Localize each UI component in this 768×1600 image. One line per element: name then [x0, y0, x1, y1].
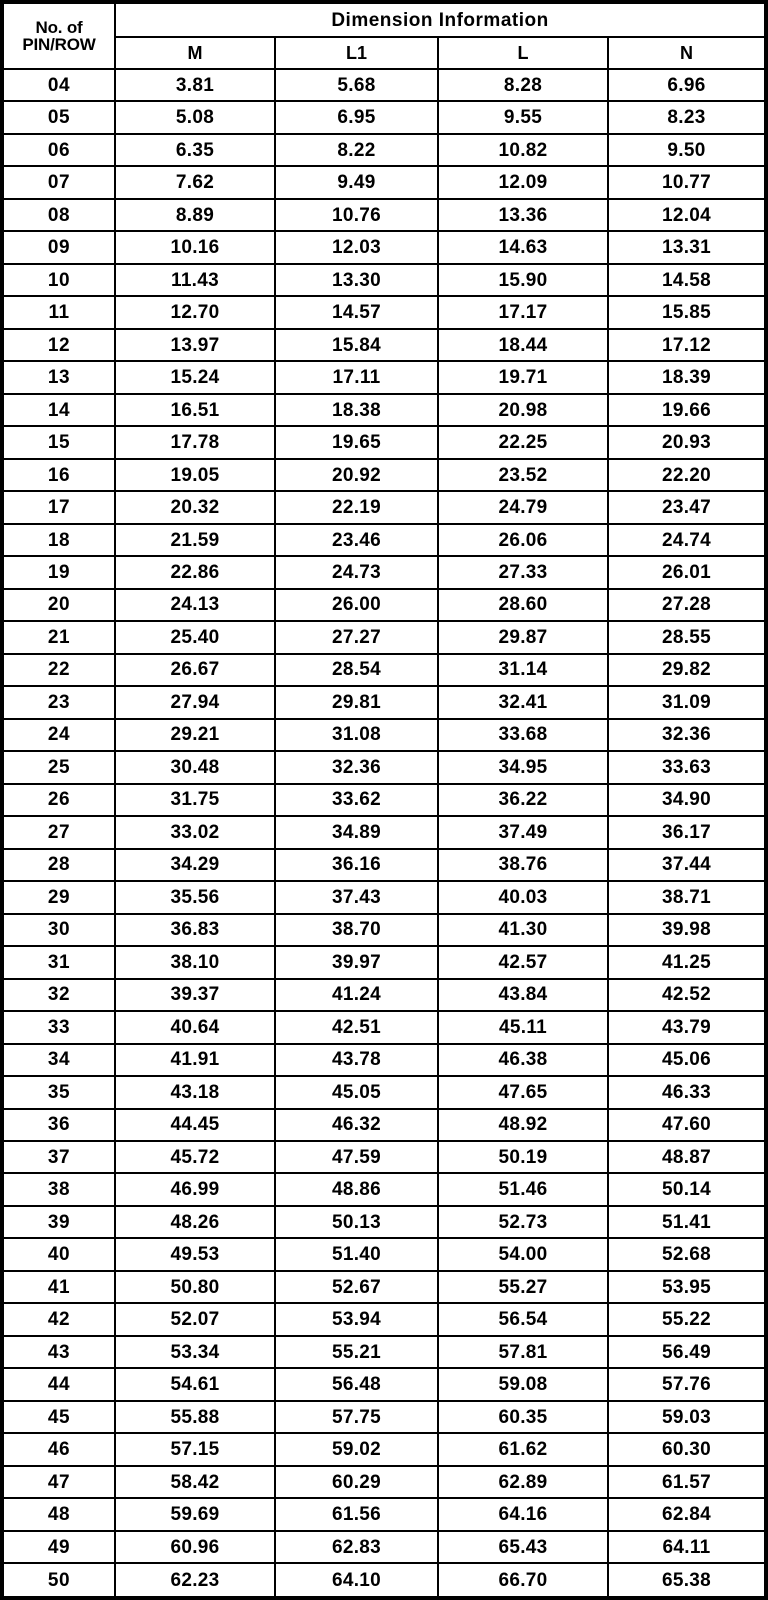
cell-n: 48.87	[608, 1141, 766, 1173]
cell-m: 21.59	[115, 524, 275, 556]
cell-m: 27.94	[115, 686, 275, 718]
cell-pin-per-row: 22	[2, 654, 115, 686]
cell-m: 15.24	[115, 361, 275, 393]
cell-l: 48.92	[438, 1109, 608, 1141]
cell-l1: 20.92	[275, 459, 438, 491]
cell-m: 50.80	[115, 1271, 275, 1303]
cell-n: 34.90	[608, 784, 766, 816]
cell-l: 45.11	[438, 1011, 608, 1043]
cell-pin-per-row: 04	[2, 69, 115, 101]
cell-pin-per-row: 34	[2, 1044, 115, 1076]
cell-l: 40.03	[438, 881, 608, 913]
cell-l: 37.49	[438, 816, 608, 848]
cell-n: 14.58	[608, 264, 766, 296]
cell-l1: 41.24	[275, 979, 438, 1011]
cell-m: 17.78	[115, 426, 275, 458]
cell-m: 40.64	[115, 1011, 275, 1043]
table-row	[2, 1336, 766, 1368]
cell-l1: 19.65	[275, 426, 438, 458]
cell-l1: 13.30	[275, 264, 438, 296]
table-row	[2, 1498, 766, 1530]
cell-l: 28.60	[438, 589, 608, 621]
cell-pin-per-row: 46	[2, 1433, 115, 1465]
table-row	[2, 751, 766, 783]
cell-m: 52.07	[115, 1303, 275, 1335]
table-row	[2, 621, 766, 653]
cell-pin-per-row: 45	[2, 1401, 115, 1433]
table-row	[2, 134, 766, 166]
cell-n: 9.50	[608, 134, 766, 166]
table-row	[2, 329, 766, 361]
cell-l1: 52.67	[275, 1271, 438, 1303]
cell-l: 15.90	[438, 264, 608, 296]
cell-n: 41.25	[608, 946, 766, 978]
table-row	[2, 914, 766, 946]
cell-l1: 57.75	[275, 1401, 438, 1433]
cell-n: 56.49	[608, 1336, 766, 1368]
cell-n: 50.14	[608, 1173, 766, 1205]
table-row	[2, 1076, 766, 1108]
cell-l: 27.33	[438, 556, 608, 588]
table-row	[2, 361, 766, 393]
table-row	[2, 101, 766, 133]
cell-pin-per-row: 47	[2, 1466, 115, 1498]
table-row	[2, 199, 766, 231]
cell-m: 10.16	[115, 231, 275, 263]
cell-n: 31.09	[608, 686, 766, 718]
table-row	[2, 686, 766, 718]
cell-m: 11.43	[115, 264, 275, 296]
cell-pin-per-row: 49	[2, 1531, 115, 1563]
cell-l1: 10.76	[275, 199, 438, 231]
cell-pin-per-row: 09	[2, 231, 115, 263]
table-row	[2, 1401, 766, 1433]
cell-pin-per-row: 13	[2, 361, 115, 393]
table-row	[2, 1044, 766, 1076]
cell-m: 59.69	[115, 1498, 275, 1530]
table-row	[2, 264, 766, 296]
cell-pin-per-row: 32	[2, 979, 115, 1011]
cell-l: 29.87	[438, 621, 608, 653]
cell-n: 29.82	[608, 654, 766, 686]
cell-n: 6.96	[608, 69, 766, 101]
cell-l1: 5.68	[275, 69, 438, 101]
cell-l: 60.35	[438, 1401, 608, 1433]
cell-pin-per-row: 41	[2, 1271, 115, 1303]
table-row	[2, 719, 766, 751]
table-row	[2, 1563, 766, 1598]
cell-m: 38.10	[115, 946, 275, 978]
cell-n: 15.85	[608, 296, 766, 328]
cell-l: 66.70	[438, 1563, 608, 1598]
cell-l: 20.98	[438, 394, 608, 426]
cell-pin-per-row: 10	[2, 264, 115, 296]
cell-n: 10.77	[608, 166, 766, 198]
cell-n: 43.79	[608, 1011, 766, 1043]
cell-m: 46.99	[115, 1173, 275, 1205]
cell-n: 38.71	[608, 881, 766, 913]
cell-pin-per-row: 29	[2, 881, 115, 913]
cell-l: 26.06	[438, 524, 608, 556]
cell-pin-per-row: 06	[2, 134, 115, 166]
cell-l: 13.36	[438, 199, 608, 231]
table-row	[2, 556, 766, 588]
cell-pin-per-row: 35	[2, 1076, 115, 1108]
cell-l1: 42.51	[275, 1011, 438, 1043]
cell-n: 60.30	[608, 1433, 766, 1465]
cell-n: 64.11	[608, 1531, 766, 1563]
cell-l: 57.81	[438, 1336, 608, 1368]
cell-l1: 29.81	[275, 686, 438, 718]
table-row	[2, 946, 766, 978]
table-body	[2, 69, 766, 1598]
cell-n: 8.23	[608, 101, 766, 133]
cell-pin-per-row: 24	[2, 719, 115, 751]
cell-pin-per-row: 28	[2, 849, 115, 881]
cell-l: 31.14	[438, 654, 608, 686]
cell-l1: 12.03	[275, 231, 438, 263]
cell-m: 31.75	[115, 784, 275, 816]
table-row	[2, 654, 766, 686]
cell-m: 35.56	[115, 881, 275, 913]
cell-m: 48.26	[115, 1206, 275, 1238]
cell-l1: 60.29	[275, 1466, 438, 1498]
table-row	[2, 881, 766, 913]
cell-l1: 39.97	[275, 946, 438, 978]
table-row	[2, 524, 766, 556]
cell-l: 19.71	[438, 361, 608, 393]
cell-l1: 38.70	[275, 914, 438, 946]
cell-l1: 31.08	[275, 719, 438, 751]
cell-l: 64.16	[438, 1498, 608, 1530]
cell-l: 61.62	[438, 1433, 608, 1465]
cell-m: 26.67	[115, 654, 275, 686]
table-row	[2, 394, 766, 426]
cell-m: 8.89	[115, 199, 275, 231]
cell-m: 24.13	[115, 589, 275, 621]
table-row	[2, 1173, 766, 1205]
table-row	[2, 1433, 766, 1465]
cell-l: 10.82	[438, 134, 608, 166]
cell-l: 59.08	[438, 1368, 608, 1400]
cell-n: 62.84	[608, 1498, 766, 1530]
table-row	[2, 816, 766, 848]
header-pin-per-row	[2, 2, 115, 69]
cell-l: 42.57	[438, 946, 608, 978]
cell-l: 62.89	[438, 1466, 608, 1498]
cell-n: 45.06	[608, 1044, 766, 1076]
table-row	[2, 459, 766, 491]
cell-l: 36.22	[438, 784, 608, 816]
cell-m: 49.53	[115, 1238, 275, 1270]
cell-l1: 61.56	[275, 1498, 438, 1530]
header-col-m: M	[115, 37, 275, 69]
cell-l: 38.76	[438, 849, 608, 881]
cell-l1: 22.19	[275, 491, 438, 523]
header-col-l1: L1	[275, 37, 438, 69]
cell-n: 51.41	[608, 1206, 766, 1238]
cell-l1: 43.78	[275, 1044, 438, 1076]
cell-pin-per-row: 11	[2, 296, 115, 328]
cell-pin-per-row: 08	[2, 199, 115, 231]
cell-l: 23.52	[438, 459, 608, 491]
cell-n: 57.76	[608, 1368, 766, 1400]
header-row-columns	[2, 37, 766, 69]
cell-l: 17.17	[438, 296, 608, 328]
cell-pin-per-row: 31	[2, 946, 115, 978]
cell-l1: 64.10	[275, 1563, 438, 1598]
cell-n: 17.12	[608, 329, 766, 361]
cell-l: 18.44	[438, 329, 608, 361]
cell-n: 20.93	[608, 426, 766, 458]
cell-n: 26.01	[608, 556, 766, 588]
table-row	[2, 589, 766, 621]
cell-n: 28.55	[608, 621, 766, 653]
cell-n: 55.22	[608, 1303, 766, 1335]
cell-n: 59.03	[608, 1401, 766, 1433]
cell-l1: 18.38	[275, 394, 438, 426]
cell-l1: 59.02	[275, 1433, 438, 1465]
cell-pin-per-row: 37	[2, 1141, 115, 1173]
cell-m: 22.86	[115, 556, 275, 588]
cell-n: 39.98	[608, 914, 766, 946]
cell-l1: 36.16	[275, 849, 438, 881]
cell-pin-per-row: 05	[2, 101, 115, 133]
cell-m: 55.88	[115, 1401, 275, 1433]
cell-m: 34.29	[115, 849, 275, 881]
cell-l: 65.43	[438, 1531, 608, 1563]
table-row	[2, 1109, 766, 1141]
cell-l: 41.30	[438, 914, 608, 946]
cell-l: 47.65	[438, 1076, 608, 1108]
cell-n: 19.66	[608, 394, 766, 426]
cell-l: 43.84	[438, 979, 608, 1011]
cell-pin-per-row: 36	[2, 1109, 115, 1141]
cell-n: 65.38	[608, 1563, 766, 1598]
header-pin-line1: No. of	[35, 18, 83, 37]
cell-m: 36.83	[115, 914, 275, 946]
cell-n: 46.33	[608, 1076, 766, 1108]
cell-m: 45.72	[115, 1141, 275, 1173]
table-row	[2, 426, 766, 458]
table-row	[2, 1011, 766, 1043]
cell-l: 56.54	[438, 1303, 608, 1335]
cell-l1: 47.59	[275, 1141, 438, 1173]
table-row	[2, 1271, 766, 1303]
cell-pin-per-row: 48	[2, 1498, 115, 1530]
cell-n: 36.17	[608, 816, 766, 848]
cell-m: 5.08	[115, 101, 275, 133]
cell-pin-per-row: 43	[2, 1336, 115, 1368]
cell-l: 12.09	[438, 166, 608, 198]
cell-l1: 53.94	[275, 1303, 438, 1335]
cell-pin-per-row: 42	[2, 1303, 115, 1335]
table-row	[2, 166, 766, 198]
cell-l: 55.27	[438, 1271, 608, 1303]
header-col-n: N	[608, 37, 766, 69]
header-row-group	[2, 2, 766, 37]
cell-l: 24.79	[438, 491, 608, 523]
cell-l: 46.38	[438, 1044, 608, 1076]
cell-pin-per-row: 30	[2, 914, 115, 946]
cell-m: 39.37	[115, 979, 275, 1011]
cell-n: 23.47	[608, 491, 766, 523]
cell-m: 33.02	[115, 816, 275, 848]
cell-pin-per-row: 50	[2, 1563, 115, 1598]
cell-pin-per-row: 27	[2, 816, 115, 848]
table-row	[2, 979, 766, 1011]
cell-l1: 37.43	[275, 881, 438, 913]
header-col-l: L	[438, 37, 608, 69]
header-pin-line2: PIN/ROW	[22, 35, 96, 54]
cell-l: 52.73	[438, 1206, 608, 1238]
cell-l1: 34.89	[275, 816, 438, 848]
cell-m: 43.18	[115, 1076, 275, 1108]
cell-n: 24.74	[608, 524, 766, 556]
cell-l: 14.63	[438, 231, 608, 263]
table-row	[2, 1238, 766, 1270]
cell-pin-per-row: 40	[2, 1238, 115, 1270]
table-row	[2, 1206, 766, 1238]
cell-m: 30.48	[115, 751, 275, 783]
cell-m: 25.40	[115, 621, 275, 653]
cell-l1: 45.05	[275, 1076, 438, 1108]
cell-l: 8.28	[438, 69, 608, 101]
cell-l: 54.00	[438, 1238, 608, 1270]
cell-l1: 17.11	[275, 361, 438, 393]
cell-n: 53.95	[608, 1271, 766, 1303]
cell-m: 41.91	[115, 1044, 275, 1076]
table-row	[2, 1466, 766, 1498]
cell-pin-per-row: 16	[2, 459, 115, 491]
cell-m: 7.62	[115, 166, 275, 198]
cell-m: 54.61	[115, 1368, 275, 1400]
cell-l1: 32.36	[275, 751, 438, 783]
cell-m: 58.42	[115, 1466, 275, 1498]
cell-l1: 51.40	[275, 1238, 438, 1270]
cell-l1: 24.73	[275, 556, 438, 588]
cell-l: 50.19	[438, 1141, 608, 1173]
cell-n: 12.04	[608, 199, 766, 231]
cell-n: 52.68	[608, 1238, 766, 1270]
cell-l: 33.68	[438, 719, 608, 751]
cell-pin-per-row: 44	[2, 1368, 115, 1400]
cell-n: 37.44	[608, 849, 766, 881]
cell-l1: 8.22	[275, 134, 438, 166]
cell-n: 33.63	[608, 751, 766, 783]
cell-pin-per-row: 07	[2, 166, 115, 198]
cell-l: 9.55	[438, 101, 608, 133]
table-row	[2, 491, 766, 523]
cell-pin-per-row: 23	[2, 686, 115, 718]
cell-n: 22.20	[608, 459, 766, 491]
cell-m: 44.45	[115, 1109, 275, 1141]
cell-l1: 6.95	[275, 101, 438, 133]
cell-l: 34.95	[438, 751, 608, 783]
cell-l: 51.46	[438, 1173, 608, 1205]
cell-m: 6.35	[115, 134, 275, 166]
cell-m: 16.51	[115, 394, 275, 426]
table-row	[2, 69, 766, 101]
cell-pin-per-row: 26	[2, 784, 115, 816]
cell-pin-per-row: 17	[2, 491, 115, 523]
cell-l1: 46.32	[275, 1109, 438, 1141]
cell-l1: 14.57	[275, 296, 438, 328]
table-row	[2, 1368, 766, 1400]
cell-n: 13.31	[608, 231, 766, 263]
cell-pin-per-row: 33	[2, 1011, 115, 1043]
cell-l1: 27.27	[275, 621, 438, 653]
table-row	[2, 1303, 766, 1335]
cell-l1: 15.84	[275, 329, 438, 361]
cell-m: 19.05	[115, 459, 275, 491]
cell-l1: 9.49	[275, 166, 438, 198]
cell-l1: 23.46	[275, 524, 438, 556]
table-row	[2, 849, 766, 881]
cell-n: 61.57	[608, 1466, 766, 1498]
cell-l1: 26.00	[275, 589, 438, 621]
cell-pin-per-row: 18	[2, 524, 115, 556]
table-header	[2, 2, 766, 69]
cell-m: 53.34	[115, 1336, 275, 1368]
cell-pin-per-row: 38	[2, 1173, 115, 1205]
cell-l1: 50.13	[275, 1206, 438, 1238]
table-row	[2, 784, 766, 816]
cell-m: 29.21	[115, 719, 275, 751]
cell-n: 32.36	[608, 719, 766, 751]
cell-m: 57.15	[115, 1433, 275, 1465]
cell-l: 22.25	[438, 426, 608, 458]
cell-l: 32.41	[438, 686, 608, 718]
cell-n: 27.28	[608, 589, 766, 621]
cell-pin-per-row: 12	[2, 329, 115, 361]
cell-l1: 28.54	[275, 654, 438, 686]
cell-n: 42.52	[608, 979, 766, 1011]
cell-l1: 56.48	[275, 1368, 438, 1400]
cell-pin-per-row: 14	[2, 394, 115, 426]
cell-l1: 62.83	[275, 1531, 438, 1563]
cell-pin-per-row: 19	[2, 556, 115, 588]
cell-pin-per-row: 21	[2, 621, 115, 653]
cell-m: 3.81	[115, 69, 275, 101]
cell-m: 12.70	[115, 296, 275, 328]
cell-m: 20.32	[115, 491, 275, 523]
table-row	[2, 1141, 766, 1173]
cell-m: 62.23	[115, 1563, 275, 1598]
table-row	[2, 231, 766, 263]
cell-l1: 48.86	[275, 1173, 438, 1205]
cell-pin-per-row: 39	[2, 1206, 115, 1238]
header-dimension-information: Dimension Information	[115, 2, 766, 37]
table-row	[2, 1531, 766, 1563]
cell-n: 47.60	[608, 1109, 766, 1141]
cell-pin-per-row: 15	[2, 426, 115, 458]
table-row	[2, 296, 766, 328]
cell-m: 60.96	[115, 1531, 275, 1563]
cell-m: 13.97	[115, 329, 275, 361]
cell-pin-per-row: 25	[2, 751, 115, 783]
cell-l1: 55.21	[275, 1336, 438, 1368]
cell-pin-per-row: 20	[2, 589, 115, 621]
cell-l1: 33.62	[275, 784, 438, 816]
cell-n: 18.39	[608, 361, 766, 393]
